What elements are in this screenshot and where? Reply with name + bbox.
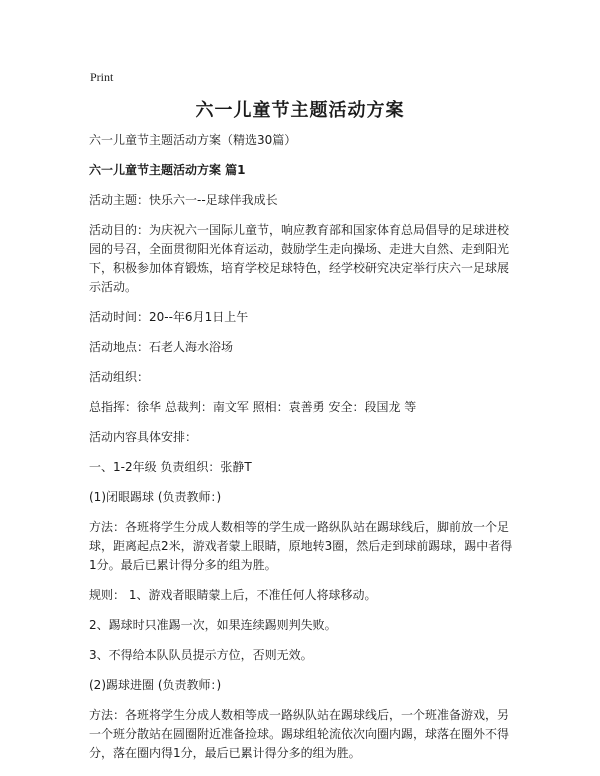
page-title: 六一儿童节主题活动方案 [195, 100, 405, 121]
activity-schedule: 活动内容具体安排： [89, 430, 198, 444]
activity-time: 活动时间：20--年6月1日上午 [89, 310, 249, 324]
activity-organization: 活动组织： [89, 370, 150, 384]
print-link[interactable]: Print [90, 70, 114, 84]
event2-title: (2)踢球进圈 (负责教师：) [89, 678, 222, 692]
doc-subtitle: 六一儿童节主题活动方案（精选30篇） [89, 133, 297, 147]
rule-1: 规则： 1、游戏者眼睛蒙上后，不准任何人将球移动。 [89, 588, 377, 602]
event1-method: 方法：各班将学生分成人数相等的学生成一路纵队站在踢球线后，脚前放一个足球，距离起点2米，游戏者蒙上眼睛，原地转3圈，然后走到球前踢球，踢中者得1分。最后已累计得分多的组为胜。 [89, 520, 513, 572]
event2-method: 方法：各班将学生分成人数相等成一路纵队站在踢球线后，一个班准备游戏，另一个班分散站在圆圈附近准备捡球。踢球组轮流依次向圈内踢，球落在圈外不得分，落在圈内得1分，最后已累计得分多的组为胜。 [89, 708, 510, 760]
activity-staff: 总指挥：徐华 总裁判：南文军 照相：袁善勇 安全：段国龙 等 [89, 400, 417, 414]
rule-2: 2、踢球时只准踢一次，如果连续踢则判失败。 [89, 618, 337, 632]
section-heading: 六一儿童节主题活动方案 篇1 [89, 163, 246, 177]
grade-group: 一、1-2年级 负责组织：张静T [89, 460, 252, 474]
rule-3: 3、不得给本队队员提示方位，否则无效。 [89, 648, 313, 662]
activity-purpose: 活动目的：为庆祝六一国际儿童节，响应教育部和国家体育总局倡导的足球进校园的号召，全面贯彻阳光体育运动，鼓励学生走向操场、走进大自然、走到阳光下，积极参加体育锻炼，培育学校足球特色，经学校研究决定举行庆六一足球展示活动。 [89, 223, 510, 294]
event1-title: (1)闭眼踢球 (负责教师：) [89, 490, 222, 504]
activity-theme: 活动主题：快乐六一--足球伴我成长 [89, 193, 278, 207]
activity-place: 活动地点：石老人海水浴场 [89, 340, 234, 354]
document-body [89, 131, 519, 774]
